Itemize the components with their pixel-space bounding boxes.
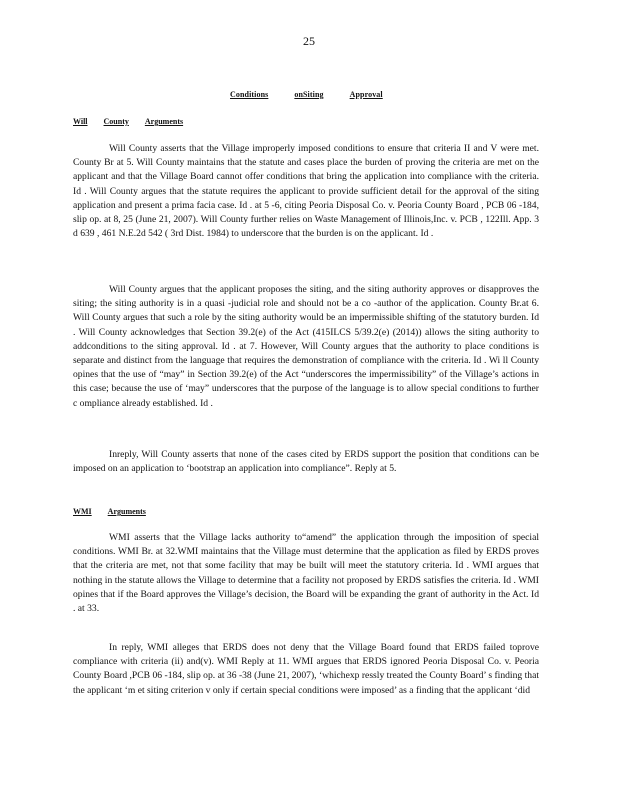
subheading-wmi <box>73 507 162 516</box>
subheading-word: County <box>103 117 129 126</box>
section-heading-word: Approval <box>349 90 383 99</box>
paragraph: WMI asserts that the Village lacks authority to“amend” the application through the imposition of special conditions. WMI Br. at 32.WMI maintains that the Village must determine that the application as filed by ERDS proves that the criteria are met, not that some facility that may be built will meet the statutory criteria. Id . WMI argues that nothing in the statute allows the Village to determine that a facility not proposed by ERDS satisfies the criteria. Id . WMI opines that if the Board approves the Village’s decision, the Board will be expanding the grant of authority in the Act. Id . at 33. <box>73 532 539 615</box>
paragraph: Inreply, Will County asserts that none of the cases cited by ERDS support the position that conditions can be imposed on an application to ‘bootstrap an application into compliance”. Reply at 5. <box>73 449 539 475</box>
section-heading <box>230 90 409 99</box>
subheading-word: Arguments <box>107 507 146 516</box>
section-heading-word: onSiting <box>294 90 324 99</box>
subheading-will-county <box>73 117 199 126</box>
subheading-word: Arguments <box>144 117 184 126</box>
subheading-word: Will <box>73 117 88 126</box>
paragraph: In reply, WMI alleges that ERDS does not deny that the Village Board found that ERDS failed toprove compliance with criteria (ii) and(v). WMI Reply at 11. WMI argues that ERDS ignored Peoria Disposal Co. v. Peoria County Board ,PCB 06 -184, slip op. at 36 -38 (June 21, 2007), ‘whichexp ressly treated the County Board’ s finding that the applicant ‘m et siting criterion v only if certain special conditions were imposed’ as a finding that the applicant ‘did <box>73 642 539 696</box>
paragraph: Will County asserts that the Village improperly imposed conditions to ensure that criteria II and V were met. County Br at 5. Will County maintains that the statute and cases place the burden of proving the criteria are met on the applicant and that the Village Board cannot offer conditions that bring the application into compliance with the criteria. Id . Will County argues that the statute requires the applicant to provide sufficient detail for the approval of the siting application and present a prima facia case. Id . at 5 -6, citing Peoria Disposal Co. v. Peoria County Board , PCB 06 -184, slip op. at 8, 25 (June 21, 2007). Will County further relies on Waste Management of Illinois,Inc. v. PCB , 122Ill. App. 3 d 639 , 461 N.E.2d 542 ( 3rd Dist. 1984) to underscore that the burden is on the applicant. Id . <box>73 143 539 240</box>
paragraph: Will County argues that the applicant proposes the siting, and the siting authority approves or disapproves the siting; the siting authority is in a quasi -judicial role and should not be a co -author of the application. County Br.at 6. Will County argues that such a role by the siting authority would be an impermissible shifting of the statutory burden. Id . Will County acknowledges that Section 39.2(e) of the Act (415ILCS 5/39.2(e) (2014)) allows the siting authority to addconditions to the siting approval. Id . at 7. However, Will County argues that the authority to place conditions is separate and distinct from the language that requires the demonstration of compliance with the criteria. Id . Wi ll County opines that the use of “may” in Section 39.2(e) of the Act “underscores the impermissibility” of the Village’s actions in this case; because the use of ‘may” underscores that the purpose of the language is to allow special conditions to further c ompliance already established. Id . <box>73 284 539 409</box>
page-number: 25 <box>303 34 315 48</box>
subheading-word: WMI <box>73 507 92 516</box>
section-heading-word: Conditions <box>230 90 269 99</box>
